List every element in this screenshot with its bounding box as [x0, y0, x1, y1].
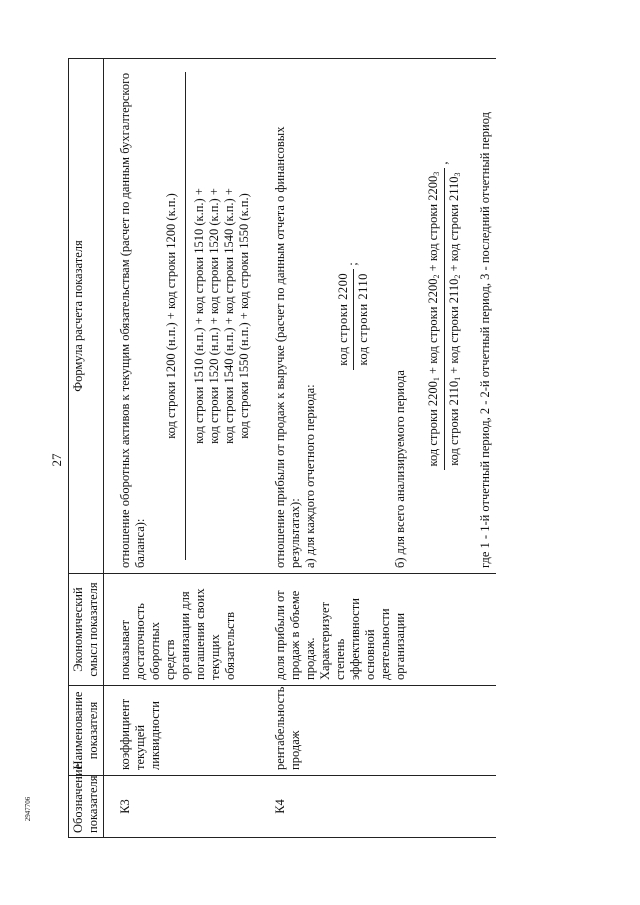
table-row	[259, 59, 496, 838]
formula-fraction	[154, 64, 252, 568]
table-header-row	[69, 59, 104, 838]
denominator-line: код строки 1540 (н.п.) + код строки 1540 (к.п.) +	[222, 188, 236, 444]
subscript: 2	[432, 274, 441, 279]
part-a-suffix: ;	[345, 262, 360, 266]
subscript: 1	[452, 376, 462, 381]
part-b-suffix: ,	[435, 161, 450, 165]
header-meaning: Экономический смысл показателя	[69, 574, 104, 686]
denominator-line: код строки 1510 (н.п.) + код строки 1510 (к.п.) +	[192, 188, 206, 444]
row-name: рентабельность продаж	[259, 686, 496, 776]
row-formula	[259, 59, 496, 574]
row-code: К4	[259, 776, 496, 838]
part-b-label: б) для всего анализируемого периода	[393, 370, 407, 568]
row-meaning: доля прибыли от продаж в объеме продаж. Характеризует степень эффективности основной деятельности организации	[259, 574, 496, 686]
page-number: 27	[49, 453, 64, 467]
part-b-denominator	[445, 168, 463, 471]
formula-numerator: код строки 1200 (н.п.) + код строки 1200 (к.п.)	[154, 72, 186, 560]
denominator-line: код строки 1550 (н.п.) + код строки 1550 (к.п.)	[237, 193, 251, 439]
subscript: 3	[452, 172, 462, 177]
term: код строки 2110	[446, 380, 461, 466]
part-b-fraction	[426, 168, 462, 471]
term: + код строки 2200	[426, 175, 440, 275]
subscript: 2	[452, 274, 462, 279]
header-name: Наименование показателя	[69, 686, 104, 776]
rotated-table-container	[68, 58, 568, 838]
part-a-numerator: код строки 2200	[336, 269, 354, 370]
part-b-formula	[426, 64, 462, 568]
term: + код строки 2110	[446, 278, 461, 377]
row-meaning: показывает достаточность оборотных средств организации для погашения своих текущих обязательств	[104, 574, 260, 686]
document-id: 2947706	[24, 796, 32, 822]
table-row	[104, 59, 260, 838]
part-a-fraction	[336, 269, 371, 370]
formula-intro: отношение оборотных активов к текущим обязательствам (расчет по данным бухгалтерского баланса):	[118, 72, 147, 568]
term: + код строки 2110	[446, 176, 461, 275]
row-code: К3	[104, 776, 260, 838]
subscript: 3	[432, 171, 441, 176]
row-formula	[104, 59, 260, 574]
term: + код строки 2200	[426, 278, 440, 378]
formula-intro: отношение прибыли от продаж к выручке (расчет по данным отчета о финансовых результатах):	[273, 126, 302, 568]
denominator-line: код строки 1520 (н.п.) + код строки 1520 (к.п.) +	[207, 188, 221, 444]
part-b-numerator	[426, 168, 445, 471]
part-a-denominator: код строки 2110	[356, 273, 370, 366]
indicator-table	[68, 58, 496, 838]
part-a-formula	[336, 64, 371, 568]
header-formula: Формула расчета показателя	[69, 59, 104, 574]
subscript: 1	[432, 377, 441, 382]
formula-denominator	[186, 64, 252, 568]
term: код строки 2200	[426, 381, 440, 467]
row-name: коэффициент текущей ликвидности	[104, 686, 260, 776]
period-note: где 1 - 1-й отчетный период, 2 - 2-й отчетный период, 3 - последний отчетный период	[478, 112, 493, 568]
part-a-label: а) для каждого отчетного периода:	[303, 384, 317, 568]
header-code: Обозначение показателя	[69, 776, 104, 838]
